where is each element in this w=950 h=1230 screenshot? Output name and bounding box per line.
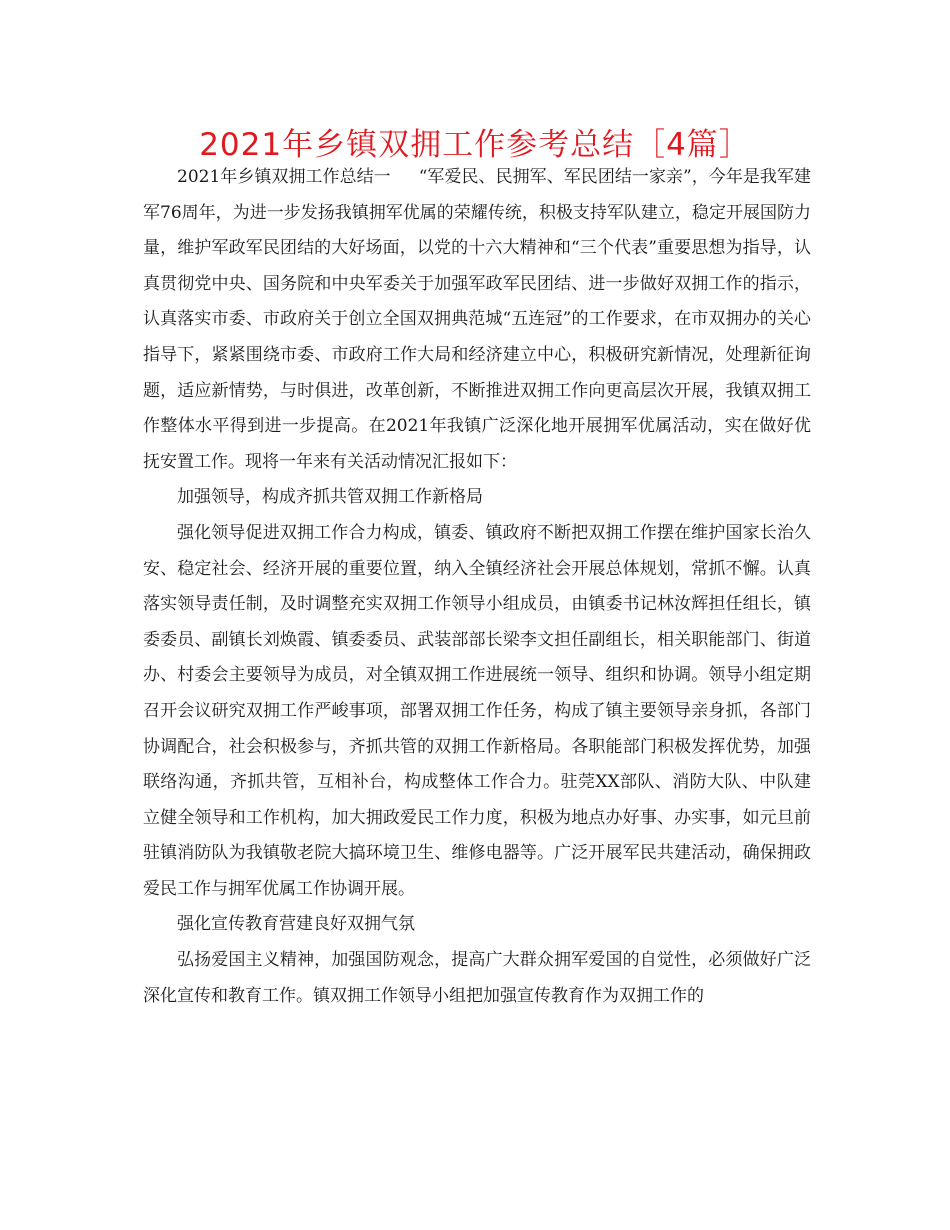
- paragraph-intro: [143, 160, 811, 480]
- paragraph-publicity: 弘扬爱国主义精神，加强国防观念，提高广大群众拥军爱国的自觉性，必须做好广泛深化宣传和教育工作。镇双拥工作领导小组把加强宣传教育作为双拥工作的: [143, 950, 811, 1006]
- intro-text: “军爱民、民拥军、军民团结一家亲”，今年是我军建军76周年，为进一步发扬我镇拥军优属的荣耀传统，积极支持军队建立，稳定开展国防力量，维护军政军民团结的大好场面，以党的十六大精神和“三个代表”重要思想为指导，认真贯彻党中央、国务院和中央军委关于加强军政军民团结、进一步做好双拥工作的指示，认真落实市委、市政府关于创立全国双拥典范城“五连冠”的工作要求，在市双拥办的关心指导下，紧紧围绕市委、市政府工作大局和经济建立中心，积极研究新情况，处理新征询题，适应新情势，与时俱进，改革创新，不断推进双拥工作向更高层次开展，我镇双拥工作整体水平得到进一步提高。在2021年我镇广泛深化地开展拥军优属活动，实在做好优抚安置工作。现将一年来有关活动情况汇报如下：: [143, 167, 811, 472]
- document-body: [143, 160, 811, 1014]
- document-title: 2021年乡镇双拥工作参考总结［4篇］: [199, 127, 751, 163]
- section-heading-publicity: 强化宣传教育营建良好双拥气氛: [177, 914, 415, 935]
- intro-label: 2021年乡镇双拥工作总结一: [177, 167, 391, 187]
- paragraph-leadership: 强化领导促进双拥工作合力构成，镇委、镇政府不断把双拥工作摆在维护国家长治久安、稳定社会、经济开展的重要位置，纳入全镇经济社会开展总体规划，常抓不懈。认真落实领导责任制，及时调整充实双拥工作领导小组成员，由镇委书记林汝辉担任组长，镇委委员、副镇长刘焕霞、镇委委员、武装部部长梁李文担任副组长，相关职能部门、街道办、村委会主要领导为成员，对全镇双拥工作进展统一领导、组织和协调。领导小组定期召开会议研究双拥工作严峻事项，部署双拥工作任务，构成了镇主要领导亲身抓，各部门协调配合，社会积极参与，齐抓共管的双拥工作新格局。各职能部门积极发挥优势，加强联络沟通，齐抓共管，互相补台，构成整体工作合力。驻莞XX部队、消防大队、中队建立健全领导和工作机构，加大拥政爱民工作力度，积极为地点办好事、办实事，如元旦前驻镇消防队为我镇敬老院大搞环境卫生、维修电器等。广泛开展军民共建活动，确保拥政爱民工作与拥军优属工作协调开展。: [143, 522, 811, 899]
- section-heading-leadership: 加强领导，构成齐抓共管双拥工作新格局: [177, 487, 483, 508]
